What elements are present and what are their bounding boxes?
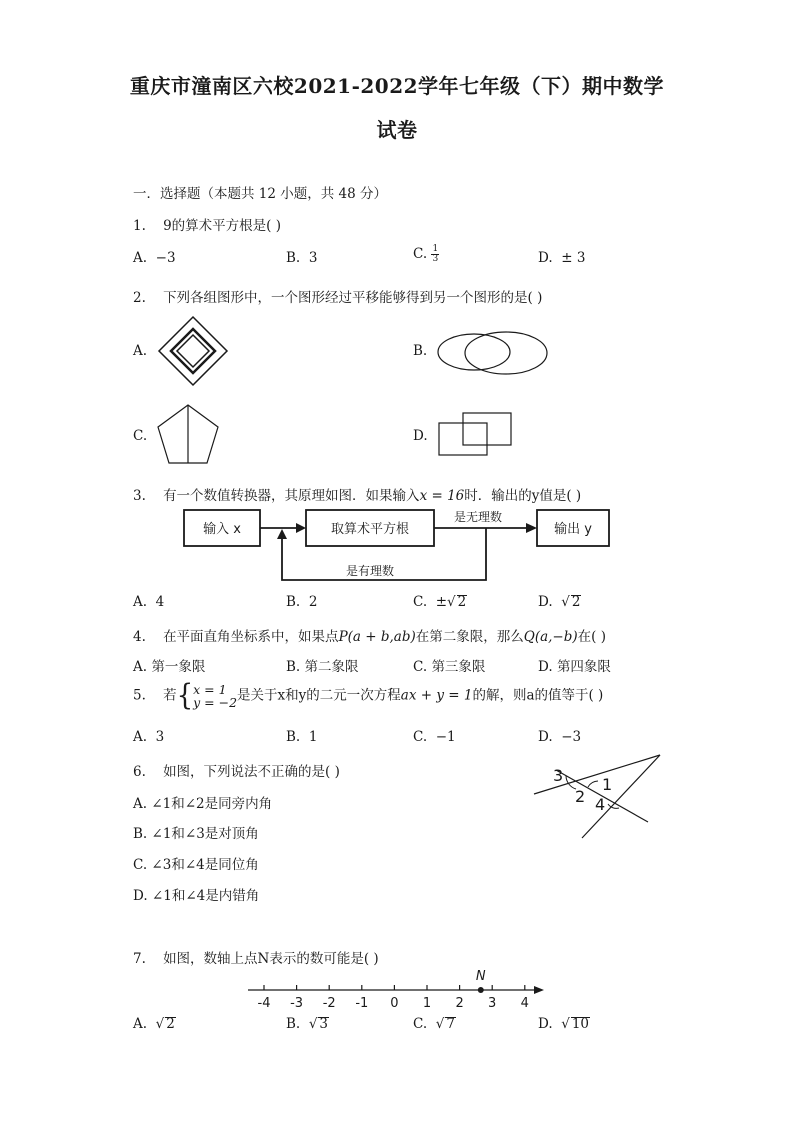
q5-option-a[interactable]: A. 3 — [133, 729, 165, 745]
q2-figure-b — [435, 330, 550, 376]
q6-option-c[interactable]: C. ∠3和∠4是同位角 — [133, 857, 259, 873]
exam-title-line1: 重庆市潼南区六校2021-2022学年七年级（下）期中数学 — [129, 74, 665, 98]
q3-option-d[interactable]: D. √ 2 — [538, 594, 581, 610]
tick-label: -1 — [355, 996, 369, 1010]
q7-option-c[interactable]: C. √ 7 — [413, 1016, 455, 1032]
q7-option-b[interactable]: B. √ 3 — [286, 1016, 329, 1032]
question-4: 4. 在平面直角坐标系中，如果点P(a + b,ab)在第二象限，那么Q(a,−b)在( ) — [133, 629, 606, 645]
q4-option-d[interactable]: D. 第四象限 — [538, 659, 611, 675]
q3-option-b[interactable]: B. 2 — [286, 594, 318, 610]
angle-3-label: 3 — [553, 766, 564, 785]
q1-number: 1. — [133, 218, 146, 234]
question-3: 3. 有一个数值转换器，其原理如图．如果输入x = 16时．输出的y值是( ) — [133, 488, 582, 504]
q3-converter-diagram — [180, 502, 612, 584]
q7-option-a[interactable]: A. √ 2 — [133, 1016, 175, 1032]
q6-option-d[interactable]: D. ∠1和∠4是内错角 — [133, 888, 260, 904]
question-7: 7. 如图，数轴上点N表示的数可能是( ) — [133, 951, 379, 967]
question-1 — [133, 214, 281, 234]
tick-label: 4 — [520, 996, 529, 1010]
q7-number-line — [240, 966, 550, 1010]
q4-option-c[interactable]: C. 第三象限 — [413, 659, 486, 675]
question-5: 5. 若{ x = 1 y = −2 是关于x和y的二元一次方程ax + y = 1的解，则a的值等于( ) — [133, 679, 604, 713]
q5-option-b[interactable]: B. 1 — [286, 729, 318, 745]
tick-label: 0 — [390, 996, 399, 1010]
q6-option-b[interactable]: B. ∠1和∠3是对顶角 — [133, 826, 259, 842]
rational-label: 是有理数 — [345, 564, 395, 578]
q6-angle-figure — [530, 750, 664, 842]
process-label: 取算术平方根 — [330, 522, 410, 537]
equation-system: x = 1 y = −2 — [193, 682, 238, 710]
tick-label: 3 — [488, 996, 497, 1010]
tick-label: -2 — [322, 996, 336, 1010]
tick-label: -3 — [290, 996, 304, 1010]
point-n — [478, 987, 484, 993]
q2-option-b-label[interactable]: B. — [413, 343, 428, 359]
fraction: $\frac{1}{3}$ — [432, 244, 439, 264]
q3-input-expr: x = 16 — [419, 488, 465, 504]
q5-option-c[interactable]: C. −1 — [413, 729, 456, 745]
point-n-label: N — [475, 969, 486, 984]
tick-label: -4 — [257, 996, 271, 1010]
q3-option-a[interactable]: A. 4 — [133, 594, 165, 610]
q2-option-a-label[interactable]: A. — [133, 343, 148, 359]
irrational-label: 是无理数 — [453, 510, 503, 524]
q2-option-d-label[interactable]: D. — [413, 428, 428, 444]
angle-4-label: 4 — [595, 795, 606, 814]
section-heading: 一．选择题（本题共 12 小题，共 48 分） — [133, 186, 388, 202]
q2-text: 下列各组图形中，一个图形经过平移能够得到另一个图形的是( ) — [163, 290, 543, 306]
q1-option-d[interactable]: D. ± 3 — [538, 250, 586, 266]
tick-label: 1 — [422, 996, 432, 1010]
q2-figure-c — [155, 402, 223, 468]
q1-option-a[interactable]: A. −3 — [133, 250, 176, 266]
axis-arrow — [534, 986, 544, 994]
q2-option-c-label[interactable]: C. — [133, 428, 148, 444]
q1-option-c[interactable]: C. $\frac{1}{3}$ — [413, 244, 439, 264]
output-label: 输出 y — [554, 522, 592, 537]
exam-title-line2: 试卷 — [376, 118, 418, 142]
q6-option-a[interactable]: A. ∠1和∠2是同旁内角 — [133, 796, 273, 812]
q1-option-b[interactable]: B. 3 — [286, 250, 318, 266]
input-label: 输入 x — [203, 522, 241, 537]
angle-1-label: 1 — [602, 775, 613, 794]
q2-figure-d — [436, 410, 516, 458]
question-6: 6. 如图，下列说法不正确的是( ) — [133, 764, 340, 780]
q2-figure-a — [157, 315, 229, 387]
tick-label: 2 — [455, 996, 464, 1010]
q3-option-c[interactable]: C. ±√ 2 — [413, 594, 467, 610]
q7-option-d[interactable]: D. √ 10 — [538, 1016, 590, 1032]
q4-option-a[interactable]: A. 第一象限 — [133, 659, 206, 675]
q1-text: 9的算术平方根是( ) — [163, 218, 281, 234]
angle-2-label: 2 — [575, 787, 586, 806]
question-2: 2. 下列各组图形中，一个图形经过平移能够得到另一个图形的是( ) — [133, 290, 543, 306]
q4-option-b[interactable]: B. 第二象限 — [286, 659, 359, 675]
q5-option-d[interactable]: D. −3 — [538, 729, 582, 745]
